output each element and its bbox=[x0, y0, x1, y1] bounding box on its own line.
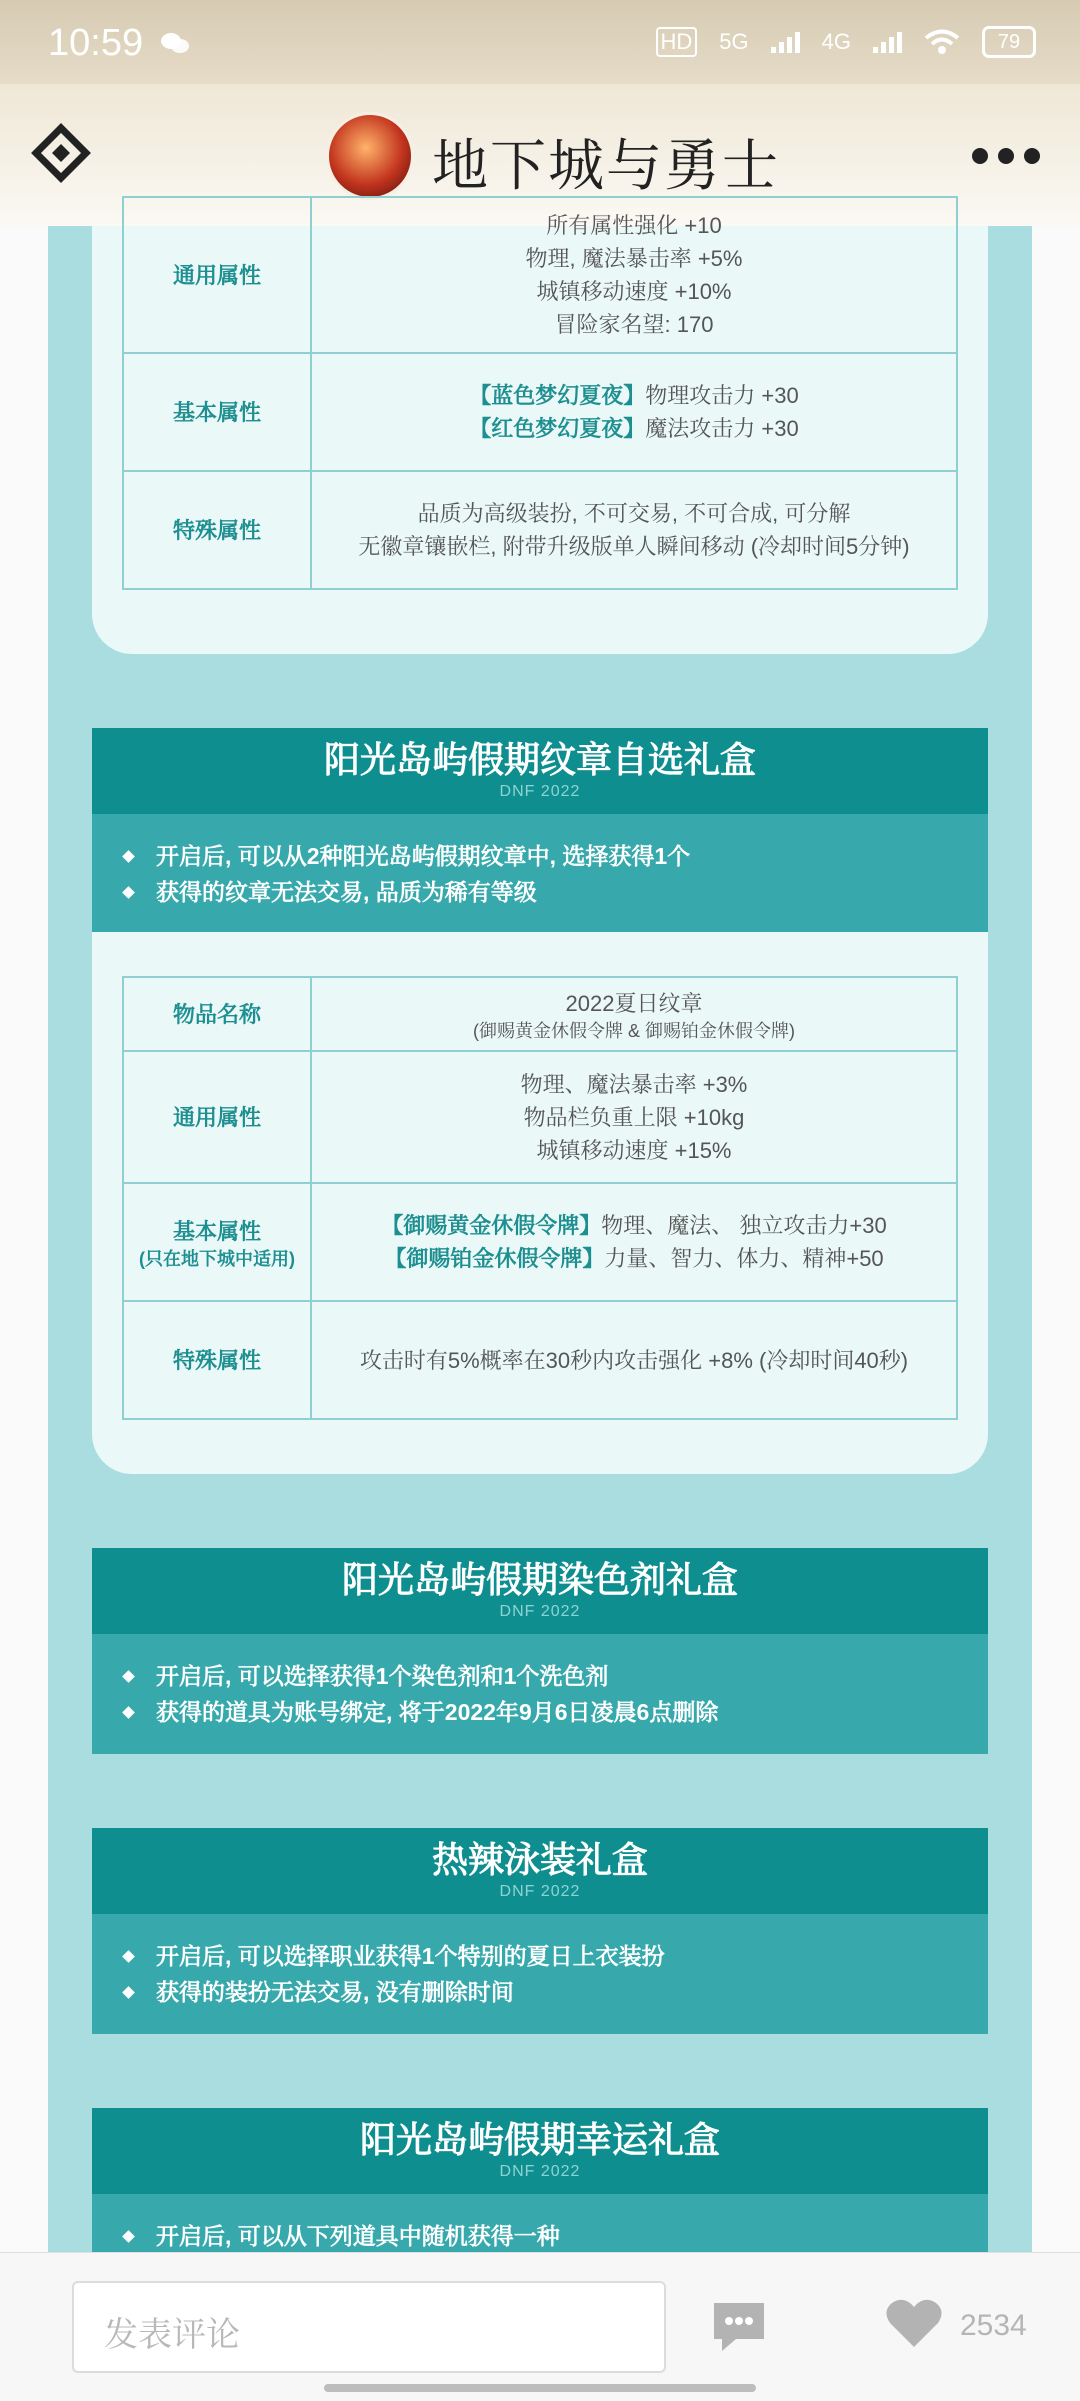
net-5g-label: 5G bbox=[719, 29, 749, 54]
status-bar bbox=[0, 0, 1080, 84]
card-dye-box bbox=[92, 1548, 988, 1754]
card-title: 阳光岛屿假期幸运礼盒 bbox=[359, 2119, 720, 2160]
signal-4g-icon bbox=[873, 31, 902, 53]
general-values: 所有属性强化 +10 物理, 魔法暴击率 +5% 城镇移动速度 +10% 冒险家名望: 170 bbox=[311, 197, 957, 353]
general-values: 物理、魔法暴击率 +3% 物品栏负重上限 +10kg 城镇移动速度 +15% bbox=[311, 1051, 957, 1183]
back-icon[interactable] bbox=[32, 124, 90, 182]
comment-input[interactable]: 发表评论 bbox=[72, 2281, 666, 2373]
card-notes bbox=[92, 1914, 988, 2034]
label-item-name: 物品名称 bbox=[123, 977, 311, 1051]
comment-icon[interactable] bbox=[710, 2299, 768, 2355]
label-special: 特殊属性 bbox=[123, 471, 311, 589]
home-indicator[interactable] bbox=[324, 2384, 756, 2392]
basic-values: 【御赐黄金休假令牌】物理、魔法、 独立攻击力+30 【御赐铂金休假令牌】力量、智力、体力、精神+50 bbox=[311, 1183, 957, 1301]
card-title-band bbox=[92, 1548, 988, 1634]
card-emblem-box bbox=[92, 728, 988, 1474]
battery-icon: 79 bbox=[982, 26, 1036, 58]
card-swimsuit-box bbox=[92, 1828, 988, 2034]
like-heart-icon[interactable] bbox=[884, 2295, 944, 2351]
card-subtitle: DNF 2022 bbox=[499, 783, 581, 800]
status-time: 10:59 bbox=[48, 22, 144, 64]
card-title-band bbox=[92, 2108, 988, 2194]
card-subtitle: DNF 2022 bbox=[499, 1883, 581, 1900]
card-title: 阳光岛屿假期染色剂礼盒 bbox=[341, 1559, 738, 1600]
card-title: 阳光岛屿假期纹章自选礼盒 bbox=[323, 739, 756, 780]
special-value: 攻击时有5%概率在30秒内攻击强化 +8% (冷却时间40秒) bbox=[311, 1301, 957, 1419]
card-title-band bbox=[92, 728, 988, 814]
hd-icon: HD bbox=[656, 27, 698, 57]
card-subtitle: DNF 2022 bbox=[499, 1603, 581, 1620]
attribute-table bbox=[122, 196, 958, 590]
emblem-attribute-table bbox=[122, 976, 958, 1420]
card-title-band bbox=[92, 1828, 988, 1914]
label-basic: 基本属性 (只在地下城中适用) bbox=[123, 1183, 311, 1301]
item-name-value: 2022夏日纹章 (御赐黄金休假令牌 & 御赐铂金休假令牌) bbox=[311, 977, 957, 1051]
card-title: 热辣泳装礼盒 bbox=[431, 1839, 648, 1880]
basic-values: 【蓝色梦幻夏夜】物理攻击力 +30 【红色梦幻夏夜】魔法攻击力 +30 bbox=[311, 353, 957, 471]
card-summer-outfit bbox=[92, 213, 988, 654]
label-basic: 基本属性 bbox=[123, 353, 311, 471]
game-logo bbox=[326, 112, 414, 200]
note-item: 开启后, 可以选择获得1个染色剂和1个洗色剂 bbox=[92, 1658, 988, 1694]
net-4g-label: 4G bbox=[821, 29, 851, 54]
wechat-notification-icon bbox=[160, 32, 190, 54]
card-notes bbox=[92, 1634, 988, 1754]
note-item: 获得的装扮无法交易, 没有删除时间 bbox=[92, 1974, 988, 2010]
label-special: 特殊属性 bbox=[123, 1301, 311, 1419]
more-options-icon[interactable] bbox=[972, 148, 1040, 164]
note-item: 获得的道具为账号绑定, 将于2022年9月6日凌晨6点删除 bbox=[92, 1694, 988, 1730]
note-item: 开启后, 可以从下列道具中随机获得一种 bbox=[92, 2218, 988, 2254]
card-subtitle: DNF 2022 bbox=[499, 2163, 581, 2180]
wifi-icon bbox=[924, 29, 960, 55]
label-general: 通用属性 bbox=[123, 197, 311, 353]
card-notes bbox=[92, 814, 988, 932]
note-item: 开启后, 可以从2种阳光岛屿假期纹章中, 选择获得1个 bbox=[92, 838, 988, 874]
label-general: 通用属性 bbox=[123, 1051, 311, 1183]
special-values: 品质为高级装扮, 不可交易, 不可合成, 可分解 无徽章镶嵌栏, 附带升级版单人瞬间移动 (冷却时间5分钟) bbox=[311, 471, 957, 589]
note-item: 开启后, 可以选择职业获得1个特别的夏日上衣装扮 bbox=[92, 1938, 988, 1974]
signal-5g-icon bbox=[771, 31, 800, 53]
comment-bar bbox=[0, 2252, 1080, 2401]
page-title: 地下城与勇士 bbox=[432, 134, 780, 197]
like-count: 2534 bbox=[960, 2309, 1027, 2342]
note-item: 获得的纹章无法交易, 品质为稀有等级 bbox=[92, 874, 988, 910]
article-content[interactable] bbox=[0, 213, 1080, 2252]
